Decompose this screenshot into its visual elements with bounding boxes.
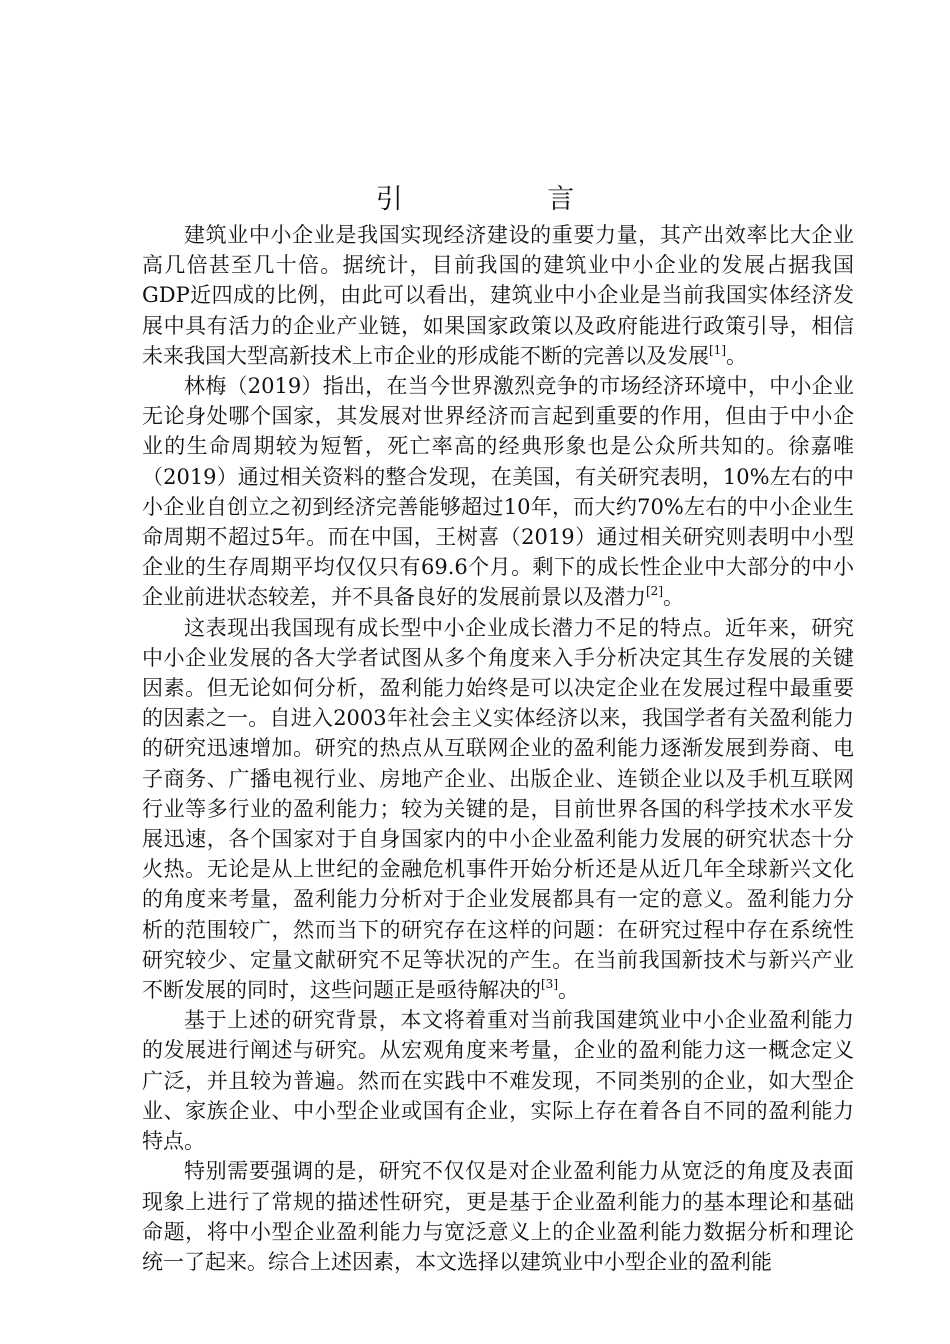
paragraph-text: 基于上述的研究背景，本文将着重对当前我国建筑业中小企业盈利能力的发展进行阐述与研究。从宏观角度来考量，企业的盈利能力这一概念定义广泛，并且较为普遍。然而在实践中不难发现，不同类别的企业，如大型企业、家族企业、中小型企业或国有企业，实际上存在着各自不同的盈利能力特点。 bbox=[142, 1008, 854, 1154]
citation-ref: [2] bbox=[646, 584, 663, 599]
paragraph-2 bbox=[142, 371, 854, 613]
paragraph-1 bbox=[142, 220, 854, 371]
paragraph-3 bbox=[142, 613, 854, 1006]
paragraph-text: 林梅（2019）指出，在当今世界激烈竞争的市场经济环境中，中小企业无论身处哪个国家，其发展对世界经济而言起到重要的作用，但由于中小企业的生命周期较为短暂，死亡率高的经典形象也是公众所共知的。徐嘉唯（2019）通过相关资料的整合发现，在美国，有关研究表明，10%左右的中小企业自创立之初到经济完善能够超过10年，而大约70%左右的中小企业生命周期不超过5年。而在中国，王树喜（2019）通过相关研究则表明中小型企业的生存周期平均仅仅只有69.6个月。剩下的成长性企业中大部分的中小企业前进状态较差，并不具备良好的发展前景以及潜力 bbox=[142, 374, 854, 610]
paragraph-4 bbox=[142, 1005, 854, 1156]
paragraph-end: 。 bbox=[726, 343, 747, 368]
citation-ref: [3] bbox=[541, 977, 558, 992]
paragraph-end: 。 bbox=[663, 585, 684, 610]
paragraph-text: 这表现出我国现有成长型中小企业成长潜力不足的特点。近年来，研究中小企业发展的各大学者试图从多个角度来入手分析决定其生存发展的关键因素。但无论如何分析，盈利能力始终是可以决定企业在发展过程中最重要的因素之一。自进入2003年社会主义实体经济以来，我国学者有关盈利能力的研究迅速增加。研究的热点从互联网企业的盈利能力逐渐发展到券商、电子商务、广播电视行业、房地产企业、出版企业、连锁企业以及手机互联网行业等多行业的盈利能力；较为关键的是，目前世界各国的科学技术水平发展迅速，各个国家对于自身国家内的中小企业盈利能力发展的研究状态十分火热。无论是从上世纪的金融危机事件开始分析还是从近几年全球新兴文化的角度来考量，盈利能力分析对于企业发展都具有一定的意义。盈利能力分析的范围较广，然而当下的研究存在这样的问题：在研究过程中存在系统性研究较少、定量文献研究不足等状况的产生。在当前我国新技术与新兴产业不断发展的同时，这些问题正是亟待解决的 bbox=[142, 615, 854, 1003]
body-text bbox=[142, 220, 854, 1277]
paragraph-text: 建筑业中小企业是我国实现经济建设的重要力量，其产出效率比大企业高几倍甚至几十倍。据统计，目前我国的建筑业中小企业的发展占据我国GDP近四成的比例，由此可以看出，建筑业中小企业是当前我国实体经济发展中具有活力的企业产业链，如果国家政策以及政府能进行政策引导，相信未来我国大型高新技术上市企业的形成能不断的完善以及发展 bbox=[142, 223, 854, 368]
paragraph-end: 。 bbox=[558, 978, 579, 1003]
paragraph-text: 特别需要强调的是，研究不仅仅是对企业盈利能力从宽泛的角度及表面现象上进行了常规的描述性研究，更是基于企业盈利能力的基本理论和基础命题，将中小型企业盈利能力与宽泛意义上的企业盈利能力数据分析和理论统一了起来。综合上述因素，本文选择以建筑业中小型企业的盈利能 bbox=[142, 1159, 854, 1274]
paragraph-5 bbox=[142, 1156, 854, 1277]
section-heading: 引 言 bbox=[375, 184, 643, 215]
citation-ref: [1] bbox=[709, 342, 726, 357]
